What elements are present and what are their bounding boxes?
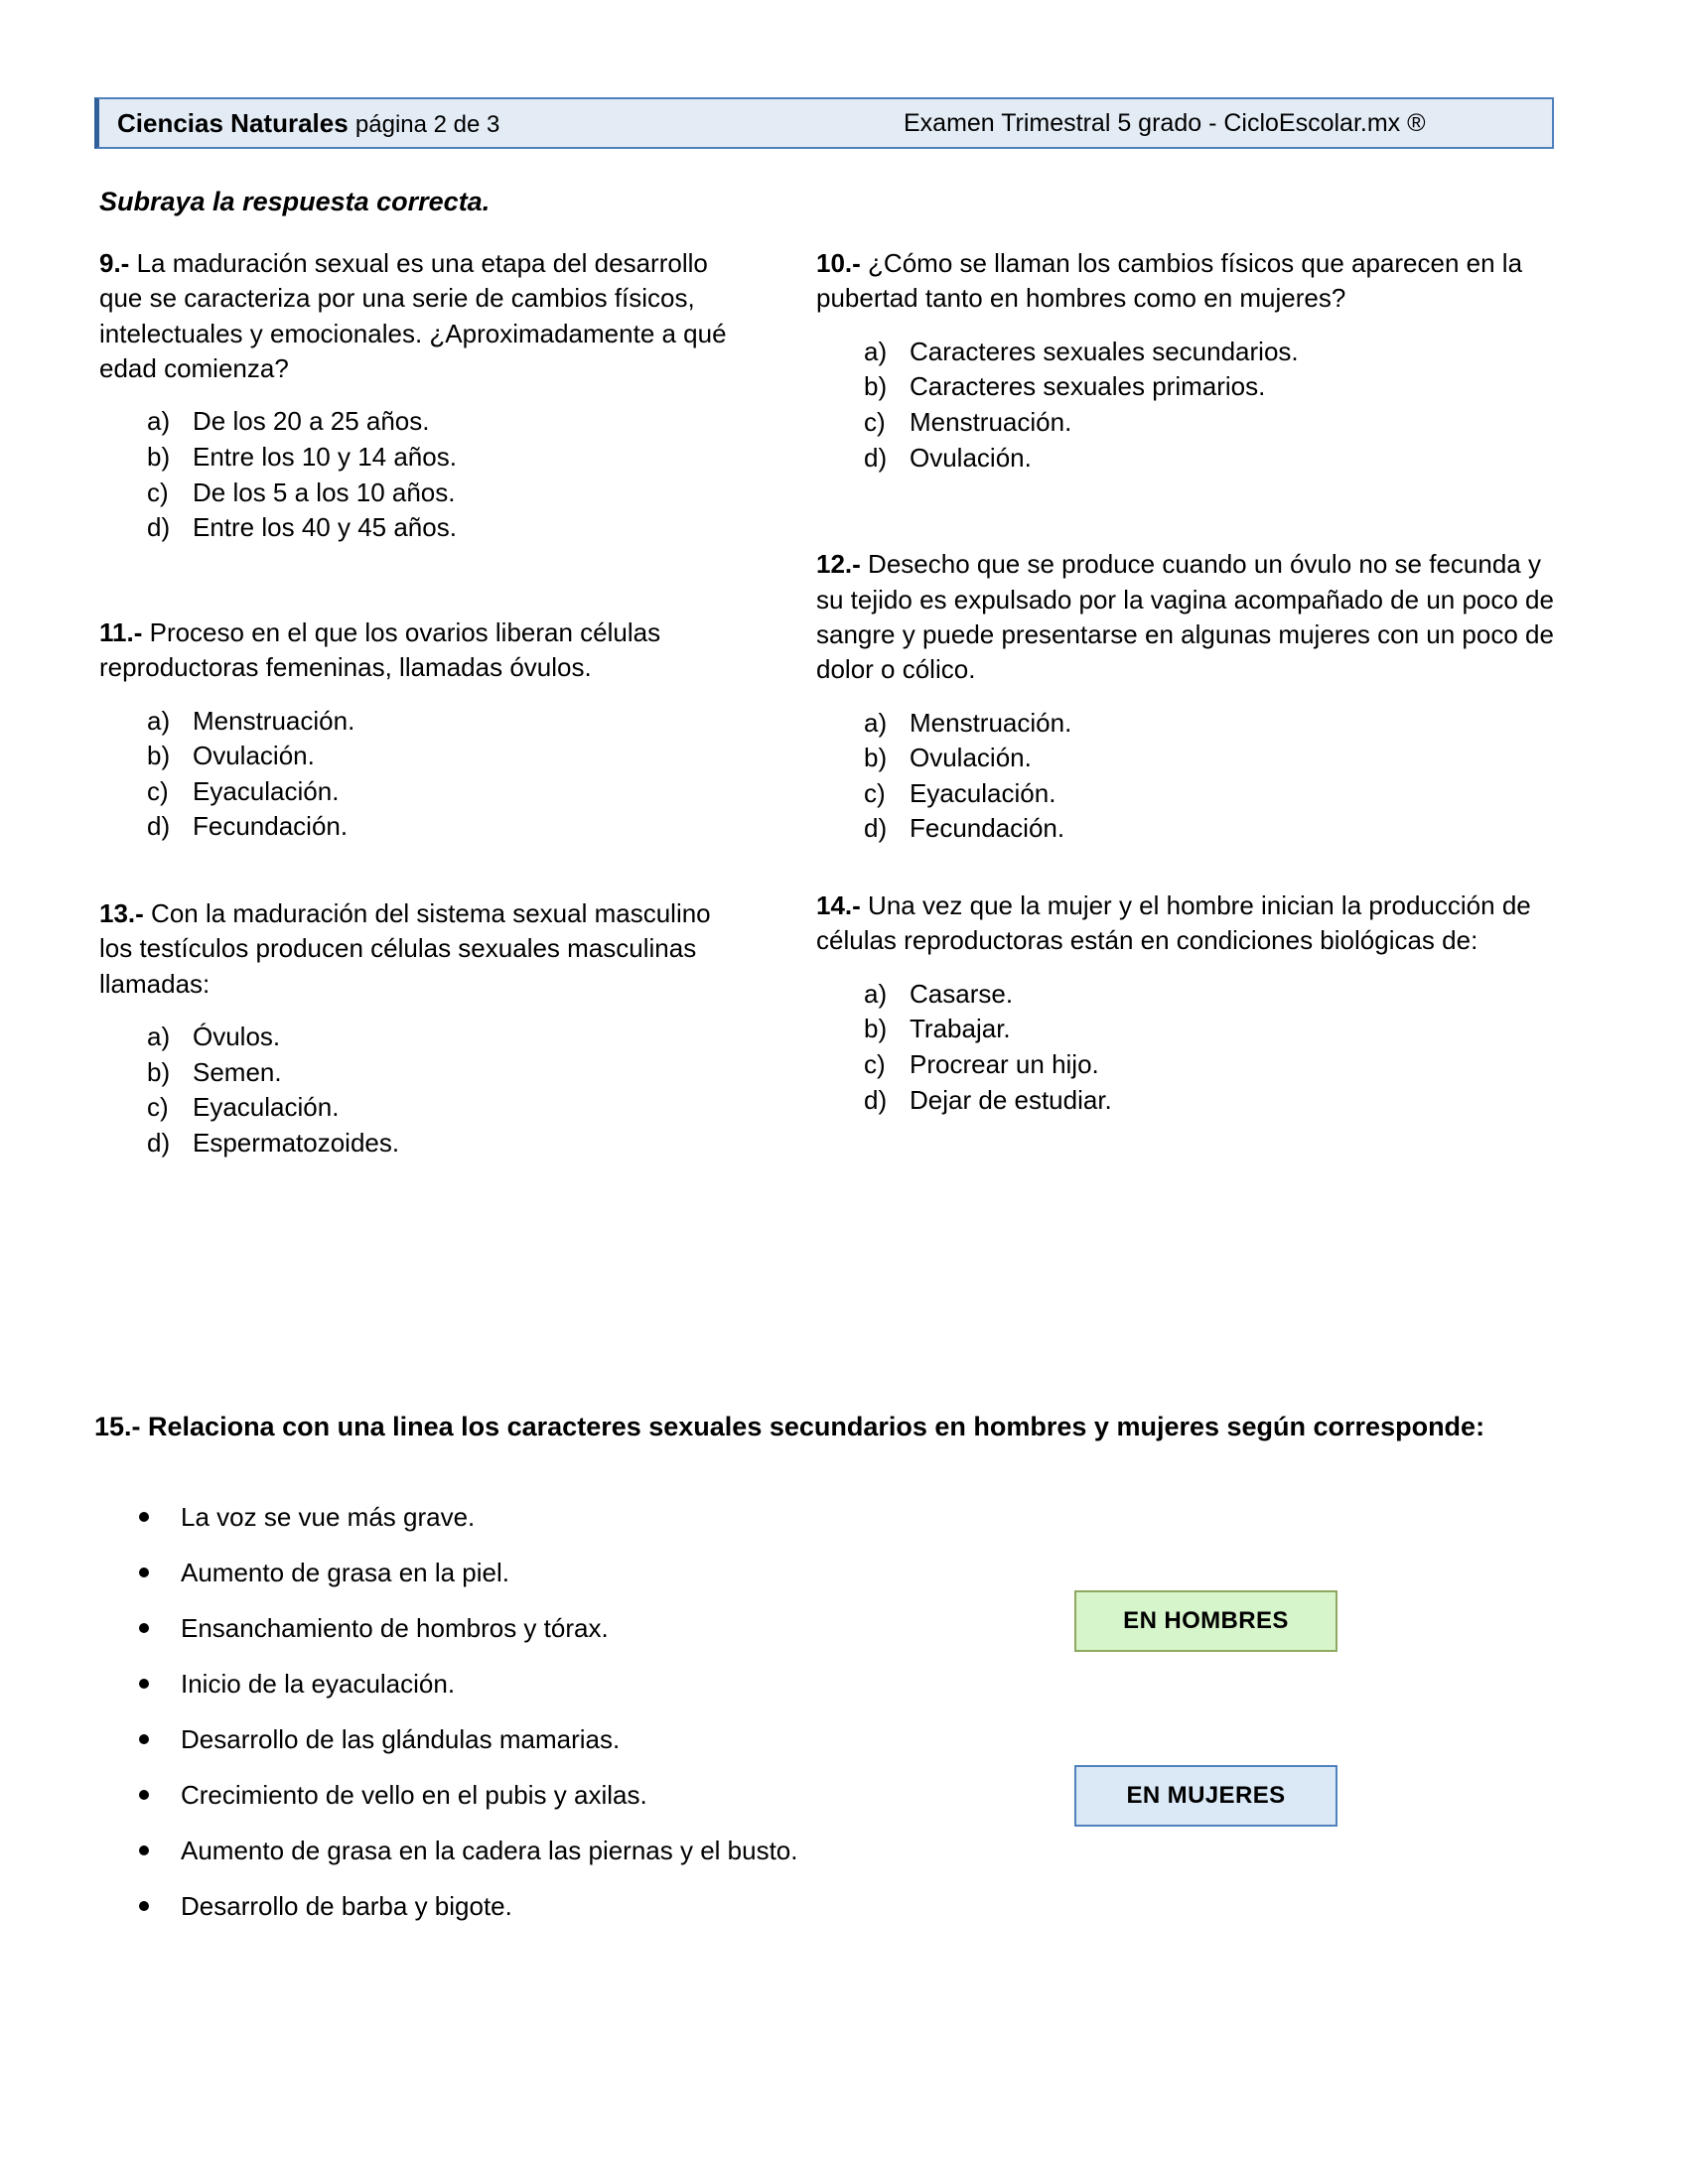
option-row[interactable] [147, 440, 735, 476]
list-item-label: Inicio de la eyaculación. [181, 1669, 456, 1699]
option-text: Espermatozoides. [193, 1127, 400, 1158]
option-row[interactable] [147, 476, 735, 511]
option-label: c) [147, 477, 169, 507]
header-page-label: página 2 de 3 [354, 110, 500, 138]
question-body-13: Con la maduración del sistema sexual masculino los testículos producen células sexuales masculinas llamadas: [99, 898, 711, 999]
option-label: c) [864, 406, 886, 437]
list-item-label: Desarrollo de las glándulas mamarias. [181, 1724, 621, 1754]
option-text: Menstruación. [910, 707, 1072, 738]
option-row[interactable] [147, 404, 735, 440]
question-text-12 [816, 547, 1571, 687]
option-label: a) [864, 707, 888, 738]
question-body-14: Una vez que la mujer y el hombre inician la producción de células reproductoras están en condiciones biológicas de: [816, 890, 1531, 956]
question-number-9: 9.- [99, 248, 130, 278]
option-label: a) [864, 978, 888, 1009]
option-text: Procrear un hijo. [910, 1048, 1099, 1079]
options-14 [816, 977, 1571, 1118]
option-label: d) [864, 813, 888, 844]
option-text: Dejar de estudiar. [910, 1084, 1112, 1115]
question-number-11: 11.- [99, 616, 143, 647]
list-item[interactable] [139, 1489, 993, 1545]
bullet-icon [139, 1734, 149, 1744]
bullet-icon [139, 1901, 149, 1911]
question-block-13 [99, 896, 735, 1161]
option-label: d) [147, 512, 171, 543]
option-row[interactable] [147, 809, 735, 845]
option-label: d) [864, 1084, 888, 1115]
option-label: a) [147, 1022, 171, 1052]
option-text: Caracteres sexuales secundarios. [910, 336, 1299, 366]
category-box-hombres[interactable]: EN HOMBRES [1074, 1590, 1337, 1652]
option-text: De los 5 a los 10 años. [193, 477, 456, 507]
question-block-9 [99, 246, 735, 546]
spacer [99, 546, 735, 615]
bullet-icon [139, 1623, 149, 1633]
question-text-11 [99, 615, 735, 686]
option-row[interactable] [864, 1047, 1571, 1083]
option-row[interactable] [864, 977, 1571, 1013]
option-text: Caracteres sexuales primarios. [910, 371, 1266, 402]
option-text: De los 20 a 25 años. [193, 406, 430, 437]
option-label: a) [147, 705, 171, 736]
option-label: c) [864, 1048, 886, 1079]
option-text: Trabajar. [910, 1014, 1011, 1044]
question-number-13: 13.- [99, 898, 144, 929]
option-row[interactable] [864, 335, 1571, 370]
option-row[interactable] [147, 1055, 735, 1091]
option-row[interactable] [864, 811, 1571, 847]
question-number-12: 12.- [816, 549, 861, 580]
spacer [816, 847, 1571, 888]
list-item[interactable] [139, 1656, 993, 1711]
option-row[interactable] [147, 1020, 735, 1055]
header-subject: Ciencias Naturales [117, 107, 349, 138]
list-item[interactable] [139, 1545, 993, 1600]
question-column-left [99, 246, 735, 1161]
question-block-10 [816, 246, 1571, 476]
spacer [816, 476, 1571, 547]
option-row[interactable] [864, 776, 1571, 812]
question-number-14: 14.- [816, 890, 861, 921]
option-label: c) [147, 1092, 169, 1123]
option-label: c) [147, 775, 169, 806]
option-row[interactable] [147, 704, 735, 740]
header-subject-group [99, 107, 500, 138]
option-row[interactable] [864, 1012, 1571, 1047]
question-number-10: 10.- [816, 248, 861, 278]
option-label: b) [147, 741, 171, 771]
option-text: Óvulos. [193, 1022, 281, 1052]
option-label: a) [147, 406, 171, 437]
list-item-label: Crecimiento de vello en el pubis y axilas. [181, 1780, 647, 1810]
option-text: Eyaculación. [193, 775, 340, 806]
bullet-icon [139, 1679, 149, 1689]
matching-items-list [139, 1489, 993, 1934]
list-item-label: Ensanchamiento de hombros y tórax. [181, 1613, 609, 1643]
options-12 [816, 706, 1571, 847]
options-10 [816, 335, 1571, 476]
option-text: Eyaculación. [193, 1092, 340, 1123]
question-block-14 [816, 888, 1571, 1118]
list-item-label: La voz se vue más grave. [181, 1502, 476, 1532]
option-row[interactable] [864, 741, 1571, 776]
options-11 [99, 704, 735, 845]
option-label: c) [864, 777, 886, 808]
option-label: b) [864, 371, 888, 402]
bullet-icon [139, 1790, 149, 1800]
question-text-10 [816, 246, 1571, 317]
option-text: Fecundación. [910, 813, 1065, 844]
option-text: Casarse. [910, 978, 1014, 1009]
option-label: b) [147, 1056, 171, 1087]
question-body-12: Desecho que se produce cuando un óvulo no se fecunda y su tejido es expulsado por la vagina acompañado de un poco de sangre y puede presentarse en algunas mujeres con un poco de dolor o cólico. [816, 549, 1554, 685]
list-item[interactable] [139, 1767, 993, 1823]
option-row[interactable] [864, 369, 1571, 405]
list-item-label: Aumento de grasa en la piel. [181, 1558, 509, 1587]
option-text: Entre los 40 y 45 años. [193, 512, 457, 543]
question-body-11: Proceso en el que los ovarios liberan células reproductoras femeninas, llamadas óvulos. [99, 616, 661, 683]
bullet-icon [139, 1512, 149, 1522]
bullet-icon [139, 1568, 149, 1577]
options-9 [99, 404, 735, 545]
option-row[interactable] [147, 1126, 735, 1161]
option-row[interactable] [147, 1090, 735, 1126]
option-row[interactable] [864, 405, 1571, 441]
question-column-right [816, 246, 1571, 1118]
option-text: Menstruación. [910, 406, 1072, 437]
page-header [94, 97, 1554, 149]
option-text: Ovulación. [910, 743, 1032, 773]
option-row[interactable] [864, 706, 1571, 742]
instruction-text: Subraya la respuesta correcta. [99, 187, 491, 216]
option-text: Ovulación. [193, 741, 315, 771]
option-label: d) [864, 442, 888, 473]
question-text-15: 15.- Relaciona con una linea los caracteres sexuales secundarios en hombres y mujeres según corresponde: [94, 1412, 1485, 1441]
list-item[interactable] [139, 1711, 993, 1767]
option-label: d) [147, 811, 171, 842]
option-label: b) [864, 1014, 888, 1044]
option-text: Ovulación. [910, 442, 1032, 473]
option-label: a) [864, 336, 888, 366]
question-body-10: ¿Cómo se llaman los cambios físicos que aparecen en la pubertad tanto en hombres como en mujeres? [816, 248, 1523, 314]
bullet-icon [139, 1845, 149, 1855]
list-item[interactable] [139, 1823, 993, 1878]
option-label: b) [147, 442, 171, 473]
question-body-9: La maduración sexual es una etapa del desarrollo que se caracteriza por una serie de cambios físicos, intelectuales y emocionales. ¿Aproximadamente a qué edad comienza? [99, 248, 727, 384]
list-item[interactable] [139, 1600, 993, 1656]
option-text: Semen. [193, 1056, 282, 1087]
question-text-13 [99, 896, 735, 1002]
list-item-label: Aumento de grasa en la cadera las piernas y el busto. [181, 1836, 798, 1865]
option-row[interactable] [864, 1083, 1571, 1119]
option-row[interactable] [147, 739, 735, 774]
option-label: b) [864, 743, 888, 773]
option-text: Menstruación. [193, 705, 355, 736]
option-text: Entre los 10 y 14 años. [193, 442, 457, 473]
option-text: Eyaculación. [910, 777, 1056, 808]
option-label: d) [147, 1127, 171, 1158]
question-block-11 [99, 615, 735, 845]
option-row[interactable] [147, 510, 735, 546]
category-box-mujeres[interactable]: EN MUJERES [1074, 1765, 1337, 1827]
option-row[interactable] [864, 441, 1571, 477]
question-block-12 [816, 547, 1571, 847]
option-text: Fecundación. [193, 811, 349, 842]
spacer [99, 845, 735, 896]
header-exam-label: Examen Trimestral 5 grado - CicloEscolar.mx ® [904, 108, 1426, 137]
list-item[interactable] [139, 1878, 993, 1934]
list-item-label: Desarrollo de barba y bigote. [181, 1891, 512, 1921]
option-row[interactable] [147, 774, 735, 810]
question-text-9 [99, 246, 735, 386]
options-13 [99, 1020, 735, 1160]
question-text-14 [816, 888, 1571, 959]
